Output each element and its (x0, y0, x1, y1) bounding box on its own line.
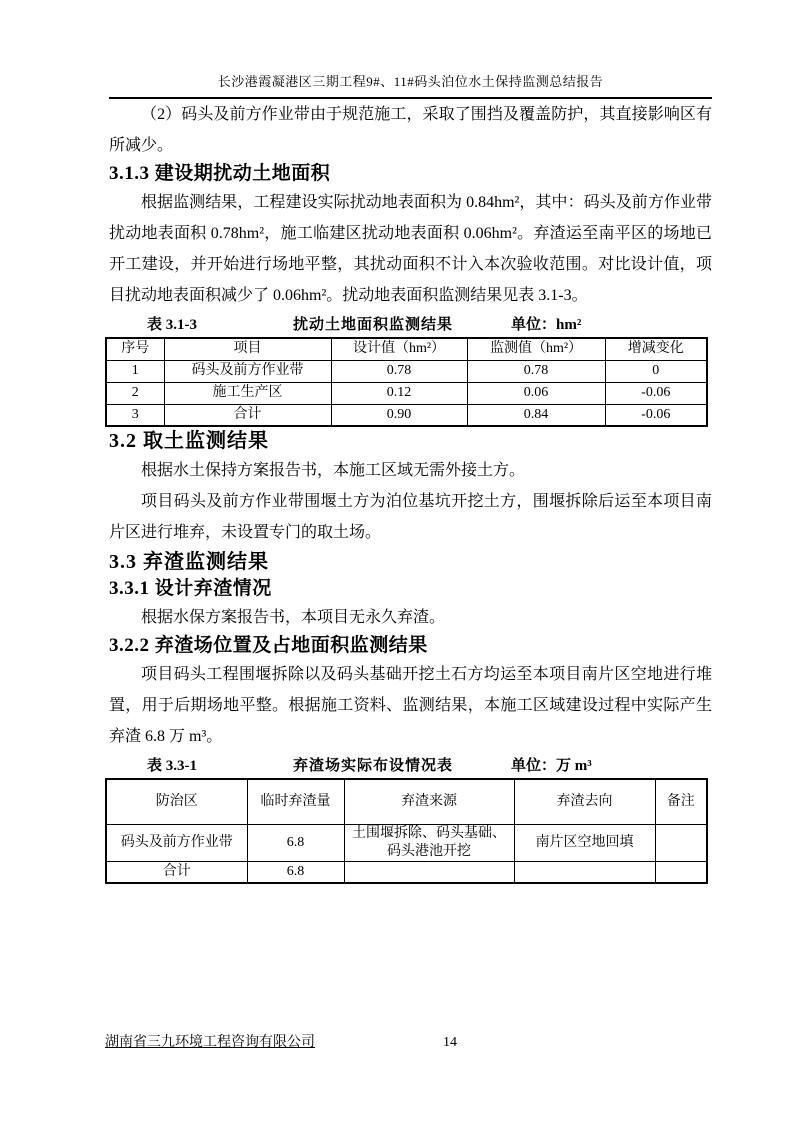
table-cell: 3 (106, 404, 164, 426)
table-cell: 1 (106, 360, 164, 382)
table1-caption (109, 313, 712, 337)
table1-caption-unit: 单位：hm² (511, 317, 582, 333)
paragraph-3-2-a: 根据水土保持方案报告书，本施工区域无需外接土方。 (141, 462, 526, 479)
page-footer (105, 1034, 712, 1052)
table-cell: 土围堰拆除、码头基础、码头港池开挖 (344, 824, 514, 861)
table-cell: 码头及前方作业带 (106, 824, 247, 861)
table-header-cell: 项目 (164, 338, 331, 360)
table-cell: 合计 (164, 404, 331, 426)
table-header-row (106, 779, 707, 824)
table2-caption (109, 754, 712, 778)
table-header-cell: 监测值（hm²） (467, 338, 605, 360)
page-number: 14 (443, 1035, 457, 1050)
table2-caption-label: 表 3.3-1 (147, 758, 197, 774)
table-header-cell: 临时弃渣量 (247, 779, 344, 824)
table-cell: 码头及前方作业带 (164, 360, 331, 382)
table-header-cell: 设计值（hm²） (331, 338, 467, 360)
table-cell: 0.12 (331, 382, 467, 404)
table-header-cell: 弃渣去向 (514, 779, 655, 824)
paragraph-3-3-1: 根据水保方案报告书，本项目无永久弃渣。 (141, 609, 446, 626)
paragraph-intro: （2）码头及前方作业带由于规范施工，采取了围挡及覆盖防护，其直接影响区有所减少。 (109, 106, 712, 154)
table-cell (655, 824, 707, 861)
paragraph-3-2-2: 项目码头工程围堰拆除以及码头基础开挖土石方均运至本项目南片区空地进行堆置，用于后期场地平整。根据施工资料、监测结果，本施工区域建设过程中实际产生弃渣 6.8 万 m³。 (109, 666, 712, 745)
table-cell: 0.78 (467, 360, 605, 382)
table-cell: 0.84 (467, 404, 605, 426)
table-row (106, 382, 707, 404)
heading-3-1-3: 3.1.3 建设期扰动土地面积 (109, 163, 331, 184)
table-header-cell: 备注 (655, 779, 707, 824)
table-cell: 南片区空地回填 (514, 824, 655, 861)
table-cell: 0.78 (331, 360, 467, 382)
table-cell: 6.8 (247, 824, 344, 861)
table-row (106, 861, 707, 883)
table-cell: 2 (106, 382, 164, 404)
table-cell: -0.06 (605, 382, 707, 404)
heading-3-2: 3.2 取土监测结果 (109, 430, 269, 452)
spoil-ground-table (105, 778, 708, 884)
table-row (106, 404, 707, 426)
table-row (106, 360, 707, 382)
table2-caption-unit: 单位：万 m³ (511, 758, 592, 774)
table-cell: 0.90 (331, 404, 467, 426)
table-cell: -0.06 (605, 404, 707, 426)
table-header-cell: 防治区 (106, 779, 247, 824)
table-cell: 合计 (106, 861, 247, 883)
table-header-cell: 增减变化 (605, 338, 707, 360)
table-cell: 0 (605, 360, 707, 382)
table-cell (514, 861, 655, 883)
page-content (109, 72, 712, 884)
table1-caption-title: 扰动土地面积监测结果 (293, 317, 454, 333)
paragraph-3-2-b: 项目码头及前方作业带围堰土方为泊位基坑开挖土方，围堰拆除后运至本项目南片区进行堆弃，未设置专门的取土场。 (109, 493, 712, 541)
table-header-row (106, 338, 707, 360)
heading-3-2-2: 3.2.2 弃渣场位置及占地面积监测结果 (109, 635, 428, 656)
table-cell (655, 861, 707, 883)
table-cell: 6.8 (247, 861, 344, 883)
paragraph-3-1-3: 根据监测结果，工程建设实际扰动地表面积为 0.84hm²，其中：码头及前方作业带扰动地表面积 0.78hm²，施工临建区扰动地表面积 0.06hm²。弃渣运至南平区的场地已开工建设，并开始进行场地平整，其扰动面积不计入本次验收范围。对比设计值，项目扰动地表面积减少了 0.06hm²。扰动地表面积监测结果见表 3.1-3。 (109, 194, 712, 304)
table-cell (344, 861, 514, 883)
header-title: 长沙港霞凝港区三期工程9#、11#码头泊位水土保持监测总结报告 (109, 72, 712, 99)
disturbed-land-area-table (105, 337, 708, 427)
table-header-cell: 序号 (106, 338, 164, 360)
table-header-cell: 弃渣来源 (344, 779, 514, 824)
heading-3-3: 3.3 弃渣监测结果 (109, 551, 269, 573)
table1-caption-label: 表 3.1-3 (147, 317, 197, 333)
heading-3-3-1: 3.3.1 设计弃渣情况 (109, 578, 272, 599)
table-row (106, 824, 707, 861)
footer-company-name: 湖南省三九环境工程咨询有限公司 (105, 1035, 315, 1050)
table-cell: 0.06 (467, 382, 605, 404)
table-cell: 施工生产区 (164, 382, 331, 404)
table2-caption-title: 弃渣场实际布设情况表 (293, 758, 454, 774)
